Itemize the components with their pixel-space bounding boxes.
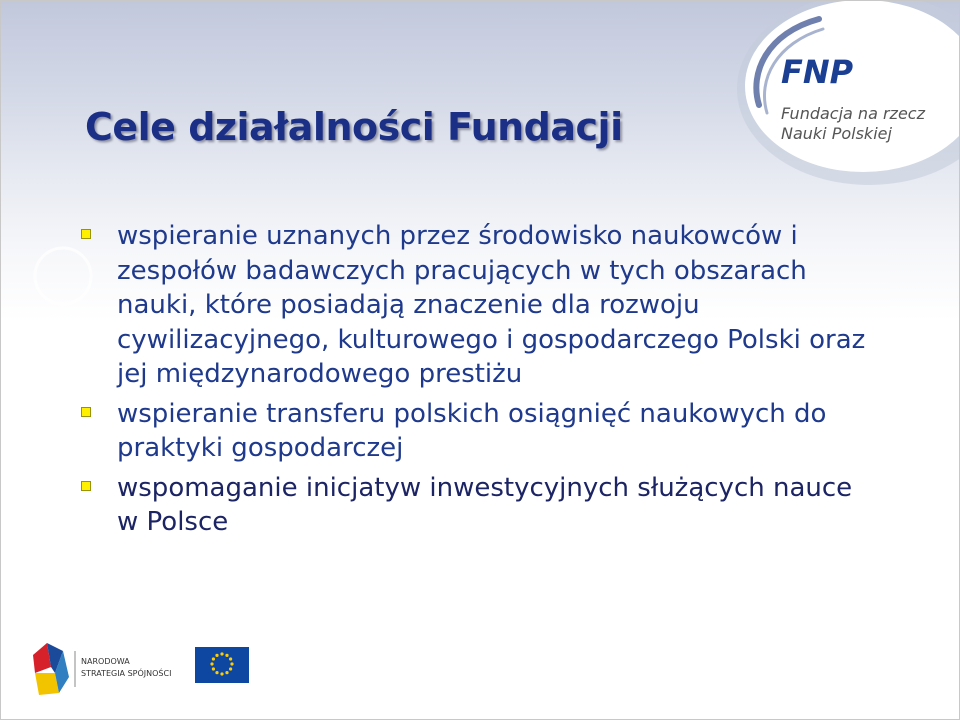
narodowa-strategia-spojnosci-logo [33, 643, 171, 695]
bullet-text: wspomaganie inicjatyw inwestycyjnych służących nauce w Polsce [117, 472, 853, 537]
fnp-logo-icon [727, 1, 959, 201]
bullet-list [81, 219, 871, 540]
slide-title: Cele działalności Fundacji [85, 105, 623, 149]
svg-text:STRATEGIA SPÓJNOŚCI: STRATEGIA SPÓJNOŚCI [81, 669, 172, 678]
bullet-item [81, 219, 871, 392]
footer-logos [29, 637, 259, 699]
bullet-marker-icon [81, 481, 91, 491]
svg-text:NARODOWA: NARODOWA [81, 657, 130, 666]
bullet-marker-icon [81, 407, 91, 417]
eu-flag-icon [195, 647, 249, 683]
bullet-item [81, 471, 871, 540]
svg-text:FNP: FNP [781, 53, 854, 91]
bullet-item [81, 397, 871, 466]
svg-text:Fundacja na rzecz: Fundacja na rzecz [781, 104, 925, 123]
bullet-text: wspieranie transferu polskich osiągnięć naukowych do praktyki gospodarczej [117, 398, 827, 463]
bullet-text: wspieranie uznanych przez środowisko naukowców i zespołów badawczych pracujących w tych obszarach nauki, które posiadają znaczenie dla rozwoju cywilizacyjnego, kulturowego i gospodarczego Polski oraz jej międzynarodowego prestiżu [117, 221, 866, 389]
svg-text:Nauki Polskiej: Nauki Polskiej [781, 124, 892, 143]
bullet-marker-icon [81, 229, 91, 239]
